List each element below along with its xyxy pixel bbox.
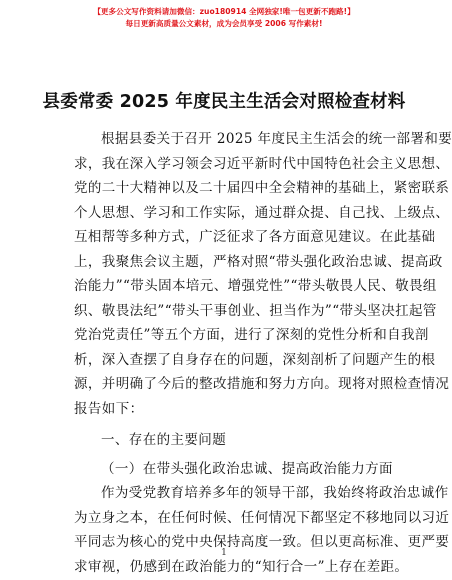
text-line: 平同志为核心的党中央保持高度一致。但以更高标准、更严要 — [74, 534, 450, 550]
text-line: 治能力”“带头固本培元、增强党性”“带头敬畏人民、敬畏组 — [74, 278, 437, 294]
text-line: 上，我聚焦会议主题，严格对照“带头强化政治忠诚、提高政 — [74, 253, 443, 270]
heading-text: 一、存在的主要问题 — [101, 432, 227, 448]
text-line: 个人思想、学习和工作实际，通过群众提、自己找、上级点、 — [74, 204, 450, 221]
subsection-heading-1 — [74, 457, 393, 482]
paragraph-political-loyalty — [74, 481, 450, 579]
text-line: 源，并明确了今后的整改措施和努力方向。现将对照检查情况 — [74, 376, 450, 392]
paragraph-intro — [74, 127, 452, 421]
text-line: 织、敬畏法纪”“带头干事创业、担当作为”“带头坚决扛起管 — [74, 302, 437, 319]
page-number: 1 — [221, 548, 227, 558]
document-body — [74, 127, 452, 579]
text-line: 根据县委关于召开 2025 年度民主生活会的统一部署和要 — [101, 131, 452, 147]
heading-text: （一）在带头强化政治忠诚、提高政治能力方面 — [101, 460, 393, 477]
text-line: 党治党责任”等五个方面，进行了深刻的党性分析和自我剖 — [74, 327, 429, 343]
text-line: 析，深入查摆了自身存在的问题，深刻剖析了问题产生的根 — [74, 351, 436, 368]
text-line: 互相帮等多种方式，广泛征求了各方面意见建议。在此基础 — [74, 229, 436, 245]
banner-line-1: 【更多公文写作资料请加微信：zuo180914 全网独家!唯一包更新不跑路!】 — [93, 7, 355, 16]
banner-line-2: 每日更新高质量公文素材，成为会员享受 2006 写作素材! — [125, 19, 323, 28]
text-line: 党的二十大精神以及二十届四中全会精神的基础上，紧密联系 — [74, 180, 450, 196]
text-line: 求，我在深入学习领会习近平新时代中国特色社会主义思想、 — [74, 155, 450, 172]
section-heading-1 — [74, 428, 377, 453]
text-line: 为立身之本，在任何时候、任何情况下都坚定不移地同以习近 — [74, 509, 450, 526]
text-line: 求审视，仍感到在政治能力的“知行合一”上存在差距。 — [74, 558, 409, 575]
text-line: 作为受党教育培养多年的领导干部，我始终将政治忠诚作 — [101, 485, 449, 501]
header-banner — [0, 6, 448, 30]
text-line: 报告如下： — [74, 400, 144, 417]
document-title: 县委常委 2025 年度民主生活会对照检查材料 — [42, 92, 406, 112]
